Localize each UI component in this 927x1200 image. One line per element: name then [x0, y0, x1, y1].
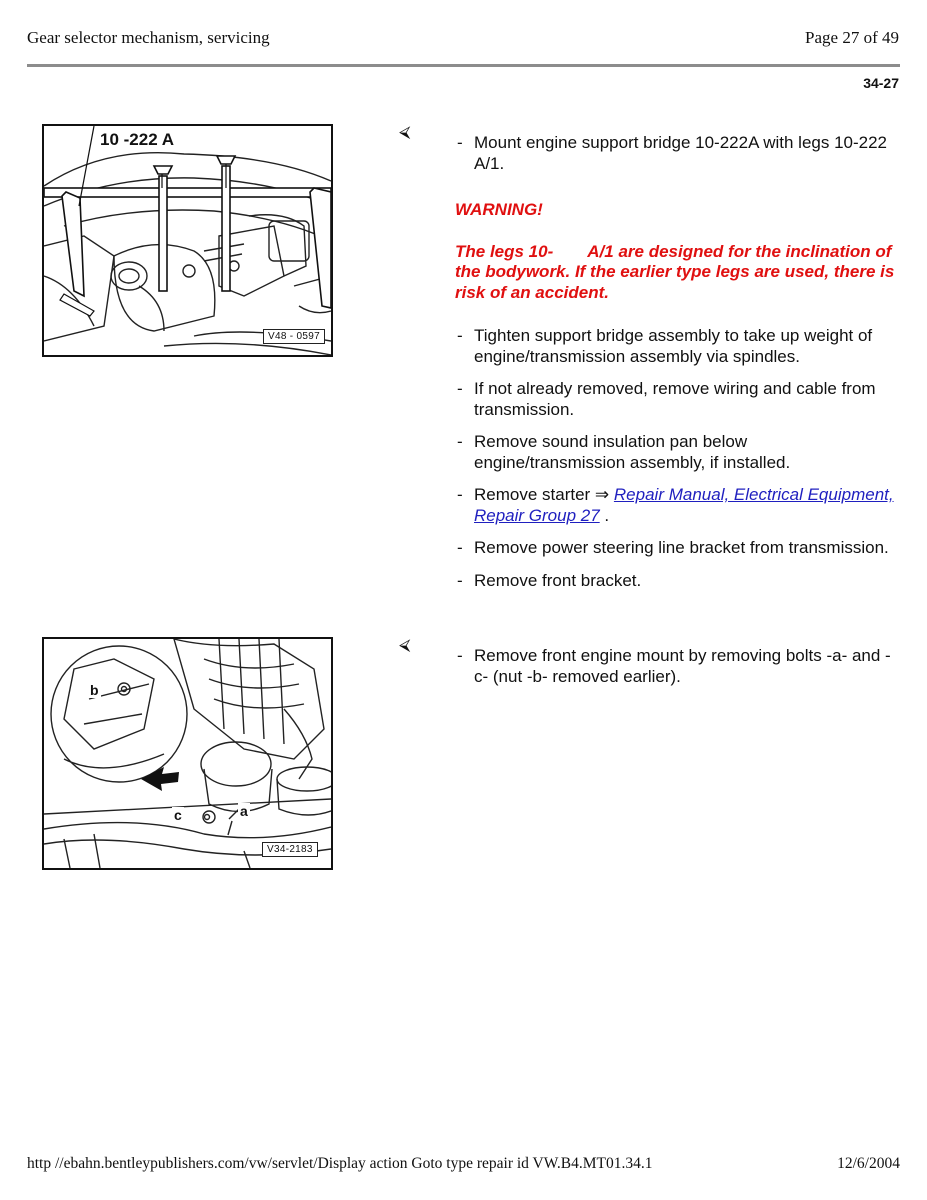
- repair-manual-link[interactable]: Repair Manual, Electrical Equipment, Repair Group 27: [474, 485, 894, 525]
- step-remove-front-bracket: - Remove front bracket.: [455, 571, 895, 592]
- starter-text: Remove starter ⇒: [474, 485, 614, 504]
- instruction-block-1: [455, 133, 895, 591]
- starter-suffix: .: [599, 505, 610, 525]
- warning-title: WARNING!: [455, 200, 543, 219]
- warning-text-part-2: A/1 are designed for the inclination of the bodywork. If the earlier type legs are used, there is risk of an accident.: [455, 241, 895, 302]
- instruction-block-2: [455, 646, 895, 687]
- step-tighten-bridge: - Tighten support bridge assembly to take up weight of engine/transmission assembly via spindles.: [455, 326, 895, 367]
- step-remove-engine-mount: - Remove front engine mount by removing bolts -a- and -c- (nut -b- removed earlier).: [455, 646, 895, 687]
- letter-c-label: c: [174, 807, 182, 823]
- header-rule: [27, 64, 900, 67]
- figure-code-label: V34-2183: [262, 842, 318, 857]
- arrow-pointer-icon: ⮘: [399, 124, 411, 141]
- warning-text: [455, 242, 895, 304]
- letter-b-label: b: [90, 682, 99, 698]
- front-engine-mount-illustration: [42, 637, 333, 870]
- tool-number-callout: 10 -222 A: [100, 130, 175, 149]
- engine-support-bridge-illustration: [42, 124, 333, 357]
- footer-url: http //ebahn.bentleypublishers.com/vw/servlet/Display action Goto type repair id VW.B4.MT01.34.1: [27, 1155, 653, 1172]
- step-remove-starter: [455, 485, 895, 526]
- letter-a-label: a: [240, 803, 248, 819]
- page-number: Page 27 of 49: [805, 28, 899, 47]
- step-remove-steering-bracket: - Remove power steering line bracket from transmission.: [455, 538, 895, 559]
- engine-bay-drawing: [44, 126, 331, 355]
- figure-code-label: V48 - 0597: [263, 329, 325, 344]
- footer-date: 12/6/2004: [837, 1155, 900, 1172]
- page-title: Gear selector mechanism, servicing: [27, 28, 270, 47]
- step-remove-wiring: - If not already removed, remove wiring and cable from transmission.: [455, 379, 895, 420]
- step-remove-insulation: - Remove sound insulation pan below engine/transmission assembly, if installed.: [455, 432, 895, 473]
- section-number: 34-27: [863, 75, 899, 91]
- arrow-pointer-icon: ⮘: [399, 637, 411, 654]
- step-mount-bridge: - Mount engine support bridge 10-222A with legs 10-222 A/1.: [455, 133, 895, 174]
- warning-text-part-1: The legs 10-: [455, 241, 554, 261]
- engine-mount-drawing: [44, 639, 331, 868]
